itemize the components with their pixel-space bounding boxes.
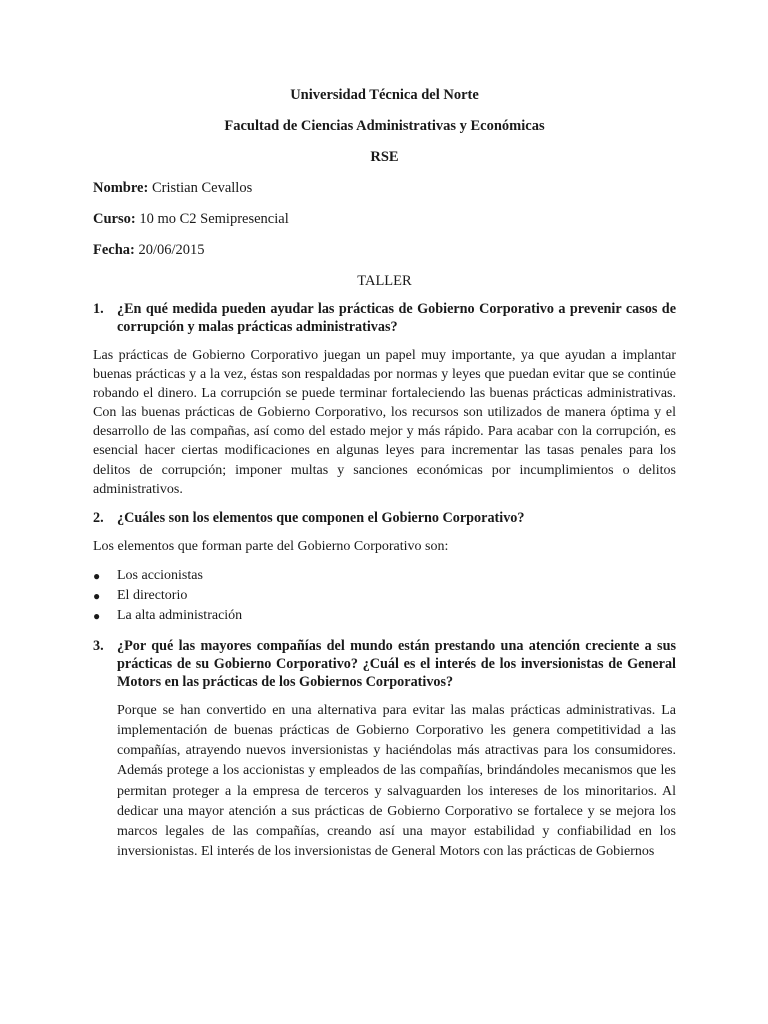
bullet-icon: ● [93, 608, 101, 623]
question-text: ¿Por qué las mayores compañías del mundo están prestando una atención creciente a sus prácticas de su Gobierno Corporativo? ¿Cuál es el interés de los inversionistas de General Motors en las prácticas de los Gobiernos Corporativos? [117, 637, 676, 690]
question-2 [93, 509, 676, 527]
university-title: Universidad Técnica del Norte [290, 87, 479, 103]
subject-title: RSE [370, 149, 399, 165]
list-item [93, 586, 676, 606]
list-item-text: La alta administración [117, 607, 243, 623]
curso-field [93, 210, 676, 229]
answer-1: Las prácticas de Gobierno Corporativo juegan un papel muy importante, ya que ayudan a implantar buenas prácticas y a la vez, éstas son respaldadas por normas y leyes que puedan evitar que se continúe robando el dinero. La corrupción se puede terminar fortaleciendo las buenas prácticas administrativas. Con las buenas prácticas de Gobierno Corporativo, los recursos son utilizados de manera óptima y el desarrollo de las compañas, así como del estado mejor y más rápido. Para acabar con la corrupción, es esencial hacer ciertas modificaciones en algunas leyes para incrementar las tasas penales para los delitos de corrupción; imponer multas y sanciones económicas por incumplimientos o delitos administrativos. [93, 348, 676, 497]
answer-2: Los elementos que forman parte del Gobierno Corporativo son: [93, 538, 449, 554]
question-number: 3. [93, 637, 104, 654]
question-1 [93, 300, 676, 336]
document-content [93, 86, 676, 872]
question-3 [93, 637, 676, 691]
fecha-value: 20/06/2015 [134, 242, 205, 258]
question-text: ¿Cuáles son los elementos que componen el Gobierno Corporativo? [117, 509, 525, 526]
nombre-value: Cristian Cevallos [148, 180, 253, 196]
elements-list [93, 566, 676, 626]
list-item-text: El directorio [117, 587, 188, 603]
nombre-label: Nombre: [93, 180, 149, 196]
question-text: ¿En qué medida pueden ayudar las prácticas de Gobierno Corporativo a prevenir casos de corrupción y malas prácticas administrativas? [117, 301, 676, 335]
bullet-icon: ● [93, 568, 101, 583]
list-item [93, 606, 676, 626]
faculty-title: Facultad de Ciencias Administrativas y Económicas [224, 118, 545, 134]
nombre-field [93, 179, 676, 198]
curso-value: 10 mo C2 Semipresencial [135, 211, 289, 227]
question-number: 1. [93, 301, 104, 317]
bullet-icon: ● [93, 588, 101, 603]
question-number: 2. [93, 509, 104, 526]
fecha-field [93, 241, 676, 260]
list-item [93, 566, 676, 586]
list-item-text: Los accionistas [117, 567, 203, 583]
fecha-label: Fecha: [93, 242, 135, 258]
curso-label: Curso: [93, 211, 136, 227]
answer-3: Porque se han convertido en una alternativa para evitar las malas prácticas administrativas. La implementación de buenas prácticas de Gobierno Corporativo les genera competitividad a las compañías, atrayendo nuevos inversionistas y haciéndolas más atractivas para los consumidores. Además protege a los accionistas y empleados de las compañías, brindándoles mecanismos que les permitan proteger a la empresa de terceros y salvaguarden los intereses de los minoritarios. Al dedicar una mayor atención a sus prácticas de Gobierno Corporativo se fortalece y se mejora los marcos legales de las compañías, creando así una mayor estabilidad y confiabilidad en los inversionistas. El interés de los inversionistas de General Motors con las prácticas de Gobiernos [117, 702, 676, 860]
section-title: TALLER [357, 273, 412, 289]
